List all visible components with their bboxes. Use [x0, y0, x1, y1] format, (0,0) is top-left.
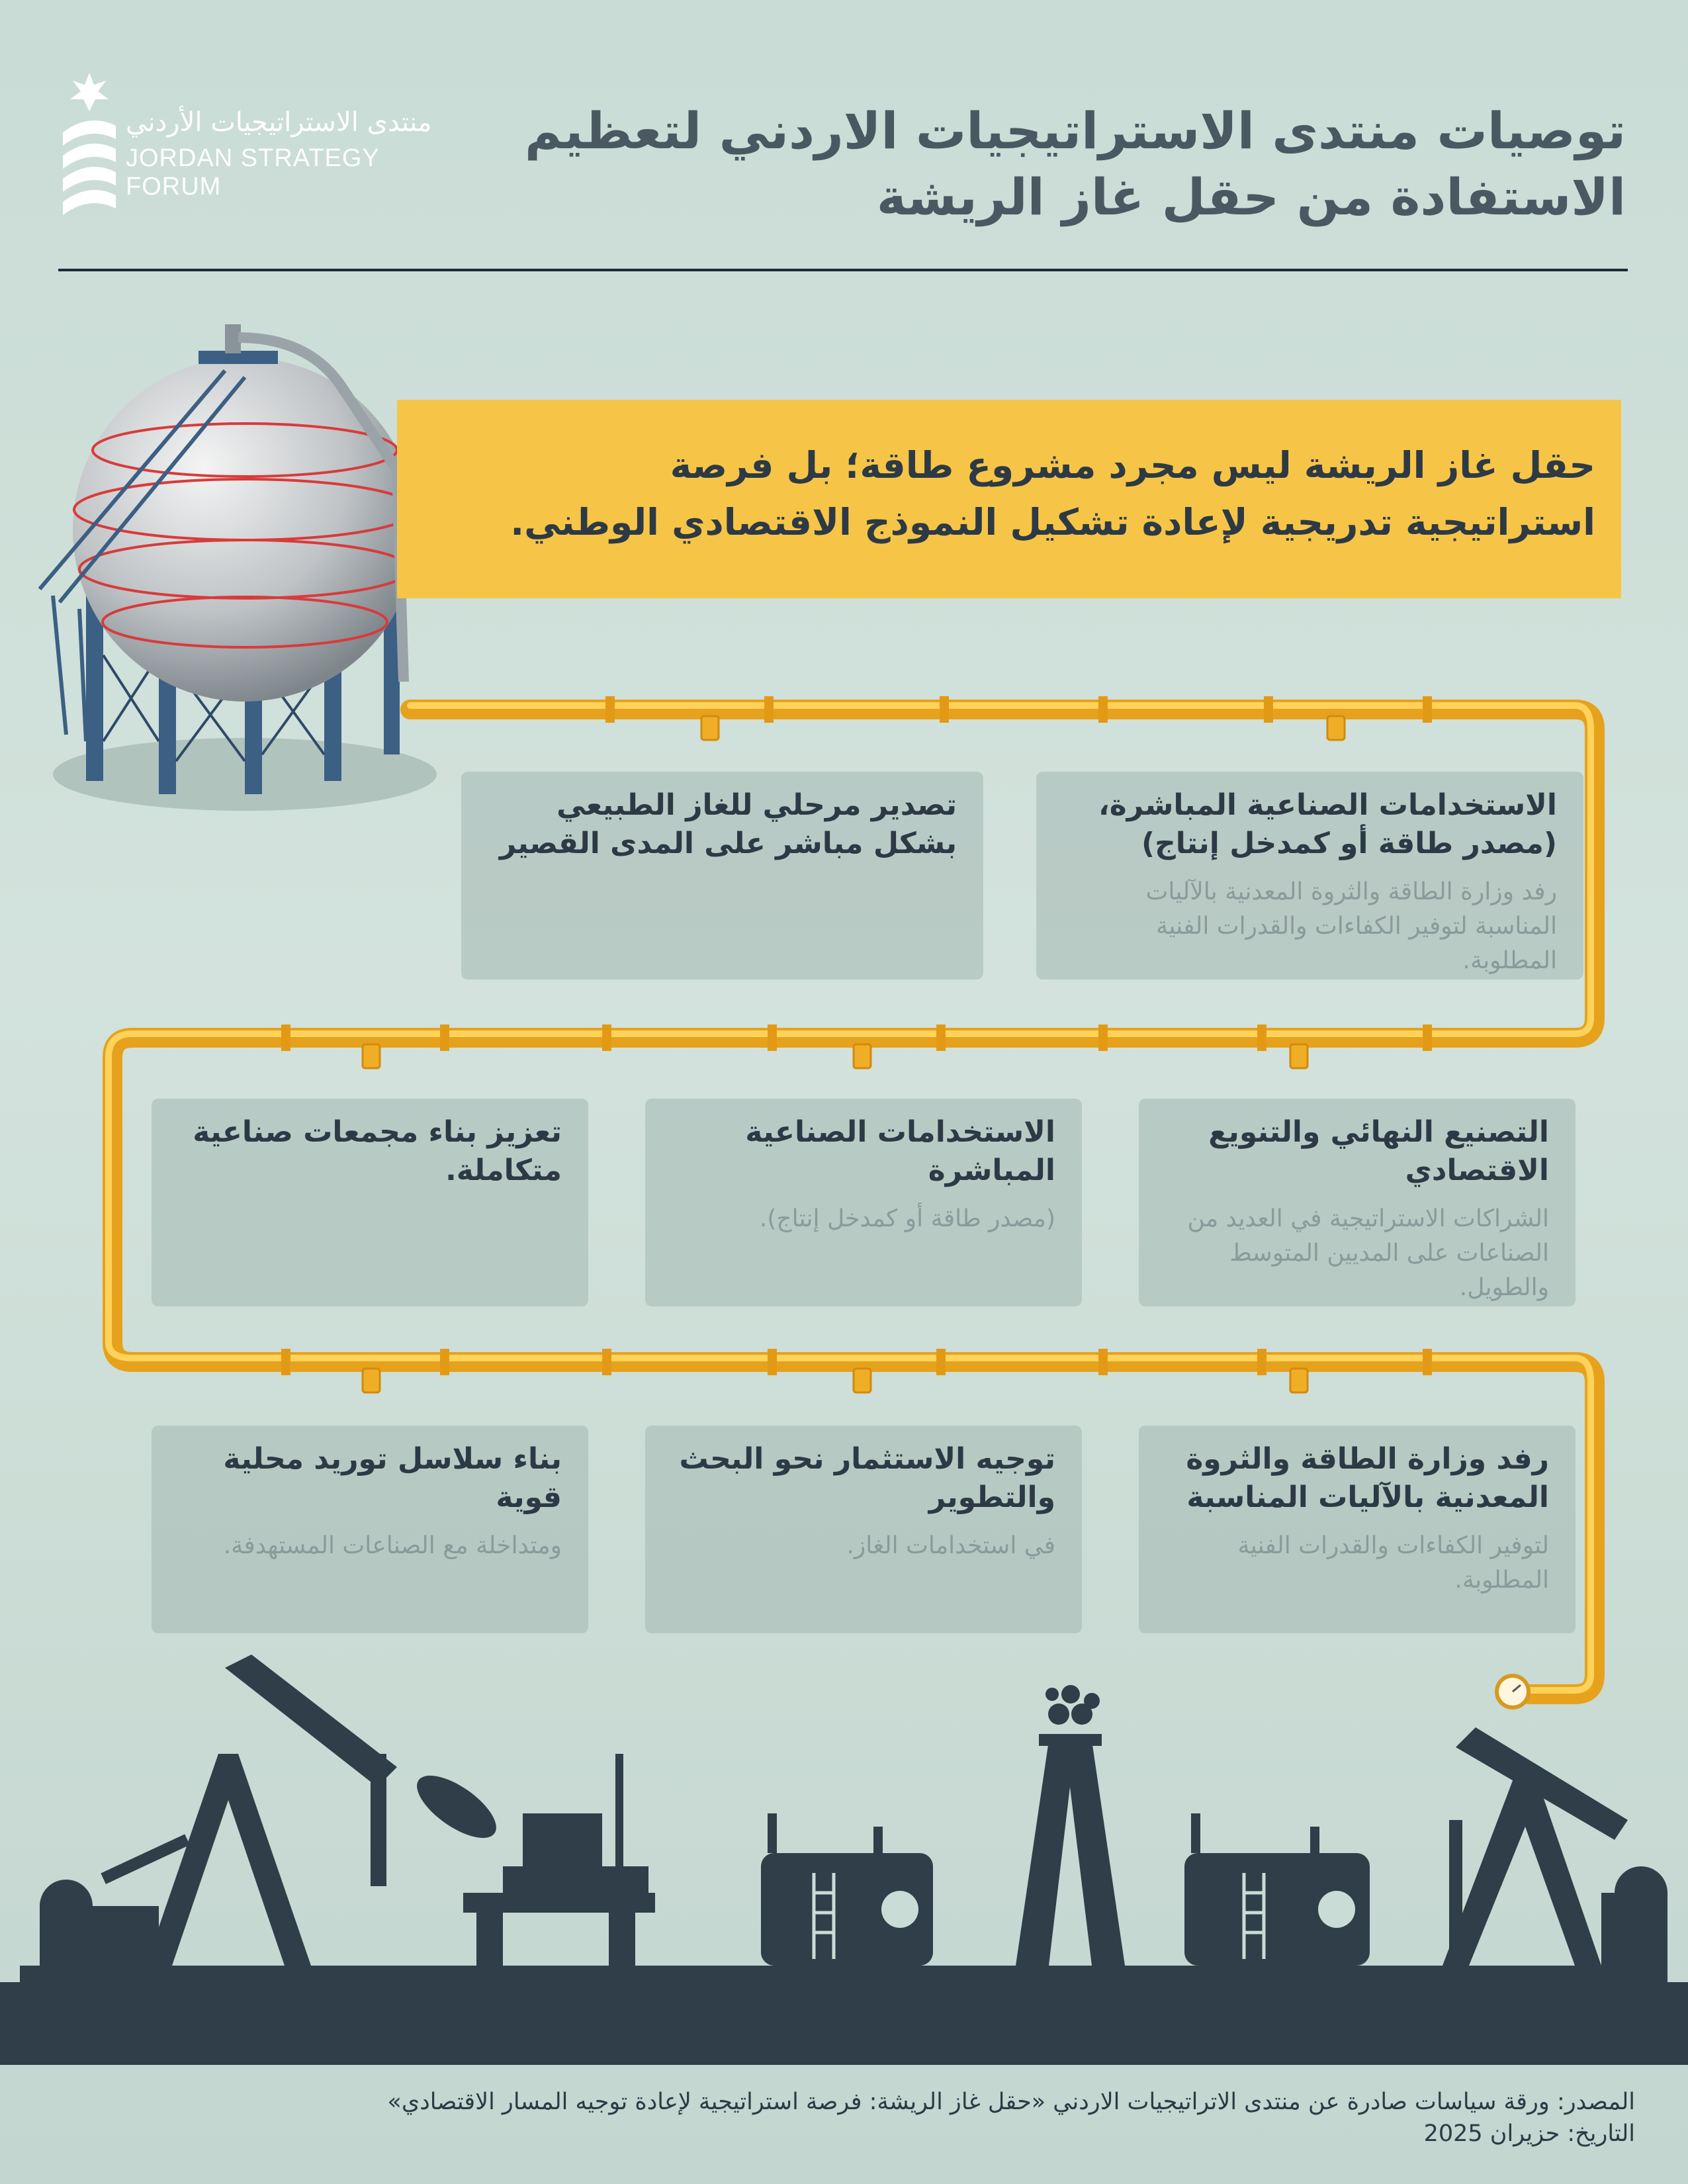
card-title: التصنيع النهائي والتنويع الاقتصادي [1208, 1115, 1549, 1187]
recommendation-card [461, 772, 983, 979]
recommendation-card [645, 1099, 1082, 1306]
card-description: (مصدر طاقة أو كمدخل إنتاج). [759, 1205, 1055, 1232]
recommendation-card [152, 1426, 588, 1633]
recommendation-card [152, 1099, 588, 1306]
storage-tank-icon [1184, 1813, 1370, 1966]
banner-line-2: استراتيجية تدريجية لإعادة تشكيل النموذج الاقتصادي الوطني. [510, 501, 1595, 543]
card-description: لتوفير الكفاءات والقدرات الفنية المطلوبة. [1237, 1532, 1549, 1594]
banner-text [272, 437, 1595, 551]
offshore-rig-icon [407, 1754, 655, 1966]
pumpjack-icon [1443, 1727, 1667, 1966]
card-title: تصدير مرحلي للغاز الطبيعي بشكل مباشر على المدى القصير [499, 788, 957, 860]
recommendation-card [1036, 772, 1583, 979]
card-title: رفد وزارة الطاقة والثروة المعدنية بالآليات المناسبة [1186, 1442, 1549, 1514]
gas-tank-icon [26, 311, 450, 827]
drilling-derrick-icon [1016, 1685, 1125, 1966]
page-title [501, 98, 1626, 230]
date-text: التاريخ: حزيران 2025 [1423, 2120, 1635, 2147]
source-text: المصدر: ورقة سياسات صادرة عن منتدى الاتراتيجيات الاردني «حقل غاز الريشة: فرصة استراتيجية لإعادة توجيه المسار الاقتصادي» [387, 2089, 1635, 2115]
recommendation-card [645, 1426, 1082, 1633]
brand-name-ar: منتدى الاستراتيجيات الأردني [126, 107, 432, 138]
recommendation-card [1139, 1426, 1576, 1633]
card-title: الاستخدامات الصناعية المباشرة، (مصدر طاقة أو كمدخل إنتاج) [1098, 788, 1557, 860]
industrial-skyline [0, 1655, 1688, 2065]
card-description: ومتداخلة مع الصناعات المستهدفة. [223, 1532, 562, 1559]
card-description: رفد وزارة الطاقة والثروة المعدنية بالآليات المناسبة لتوفير الكفاءات والقدرات الفنية المطلوبة. [1145, 878, 1557, 974]
storage-tank-icon [761, 1813, 933, 1966]
title-line-1: توصيات منتدى الاستراتيجيات الاردني لتعظيم [525, 101, 1626, 160]
card-title: توجيه الاستثمار نحو البحث والتطوير [679, 1442, 1055, 1514]
card-description: الشراكات الاستراتيجية في العديد من الصناعات على المديين المتوسط والطويل. [1187, 1205, 1549, 1301]
card-description: في استخدامات الغاز. [846, 1532, 1055, 1559]
title-line-2: الاستفادة من حقل غاز الريشة [876, 167, 1626, 226]
pumpjack-icon [40, 1655, 397, 1966]
card-title: بناء سلاسل توريد محلية قوية [223, 1442, 562, 1514]
banner-line-1: حقل غاز الريشة ليس مجرد مشروع طاقة؛ بل فرصة [670, 444, 1595, 486]
logo-mark-icon [53, 73, 126, 218]
recommendation-card [1139, 1099, 1576, 1306]
card-title: تعزيز بناء مجمعات صناعية متكاملة. [193, 1115, 562, 1187]
footer-source [47, 2086, 1635, 2150]
title-divider [58, 269, 1628, 271]
brand-name-en: JORDAN STRATEGY FORUM [126, 144, 380, 201]
card-title: الاستخدامات الصناعية المباشرة [745, 1115, 1055, 1187]
